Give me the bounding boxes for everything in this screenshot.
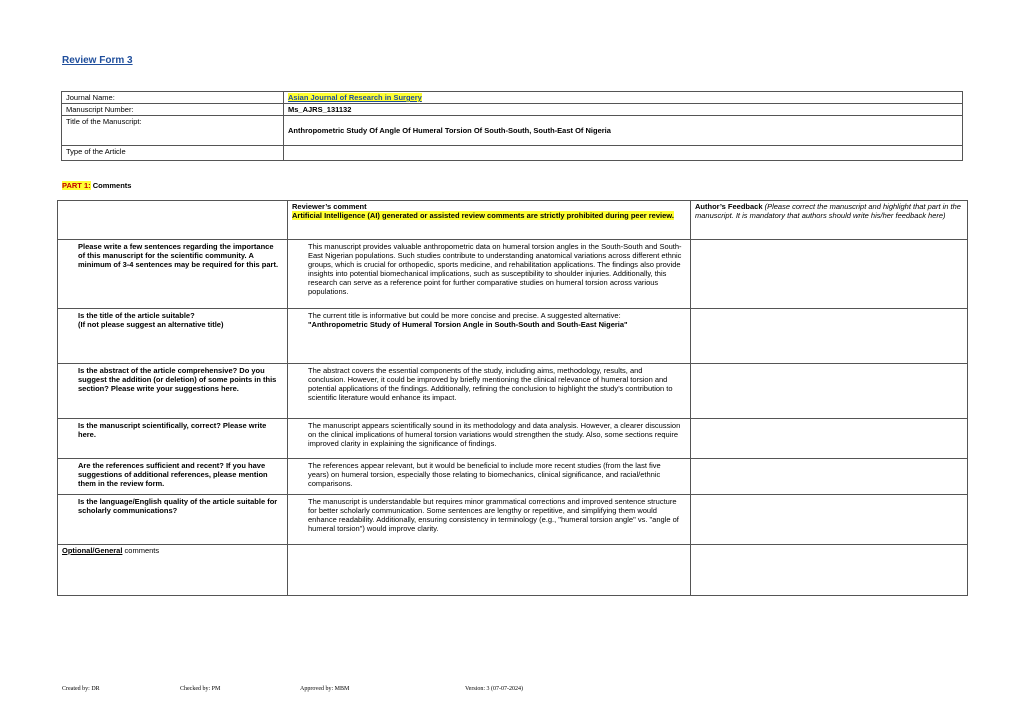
comment-title: The current title is informative but could be more concise and precise. A suggested alternative:: [308, 311, 621, 320]
question-title: Is the title of the article suitable? (If not please suggest an alternative title): [58, 309, 288, 364]
optional-label: Optional/General: [62, 546, 123, 555]
question-importance: Please write a few sentences regarding the importance of this manuscript for the scientific community. A minimum of 3-4 sentences may be required for this part.: [58, 240, 288, 309]
manuscript-number-row: [62, 104, 963, 116]
journal-link[interactable]: Asian Journal of Research in Surgery: [288, 93, 422, 102]
review-header-row: [58, 201, 968, 240]
part1-label: PART 1:: [62, 181, 91, 190]
title-value: Anthropometric Study Of Angle Of Humeral Torsion Of South-South, South-East Of Nigeria: [284, 116, 963, 146]
author-feedback-optional[interactable]: [691, 545, 968, 596]
question-abstract: Is the abstract of the article comprehensive? Do you suggest the addition (or deletion) of some points in this section? Please write your suggestions here.: [58, 364, 288, 419]
author-header-cell: [691, 201, 968, 240]
journal-row: [62, 92, 963, 104]
part1-heading: [62, 181, 131, 190]
manuscript-number-label: Manuscript Number:: [62, 104, 284, 116]
optional-label-cell: [58, 545, 288, 596]
author-feedback-importance[interactable]: [691, 240, 968, 309]
author-header: Author’s Feedback: [695, 202, 763, 211]
review-row-scientific: [58, 419, 968, 459]
footer-version: Version: 3 (07-07-2024): [465, 686, 523, 692]
footer-approved: Approved by: MBM: [300, 686, 350, 692]
review-row-importance: [58, 240, 968, 309]
type-value: [284, 146, 963, 161]
author-feedback-title[interactable]: [691, 309, 968, 364]
reviewer-header: Reviewer’s comment: [292, 202, 367, 211]
reviewer-header-cell: [288, 201, 691, 240]
author-feedback-abstract[interactable]: [691, 364, 968, 419]
journal-value-cell: [284, 92, 963, 104]
header-blank-cell: [58, 201, 288, 240]
part1-title: Comments: [90, 181, 132, 190]
author-feedback-scientific[interactable]: [691, 419, 968, 459]
author-feedback-references[interactable]: [691, 459, 968, 495]
comment-title-cell: [288, 309, 691, 364]
optional-comment[interactable]: [288, 545, 691, 596]
manuscript-info-table: [61, 91, 963, 161]
journal-label: Journal Name:: [62, 92, 284, 104]
review-row-abstract: [58, 364, 968, 419]
footer-checked: Checked by: PM: [180, 686, 221, 692]
review-row-language: [58, 495, 968, 545]
title-row: [62, 116, 963, 146]
comment-title-suggestion: "Anthropometric Study of Humeral Torsion Angle in South-South and South-East Nigeria": [308, 320, 628, 329]
author-header-note: (Please correct the manuscript and highlight that part in the manuscript. It is mandatory that authors should write his/her feedback here): [695, 202, 961, 220]
ai-notice: [292, 211, 686, 220]
footer-created: Created by: DR: [62, 686, 100, 692]
question-references: Are the references sufficient and recent? If you have suggestions of additional references, please mention them in the review form.: [58, 459, 288, 495]
author-feedback-language[interactable]: [691, 495, 968, 545]
type-row: [62, 146, 963, 161]
question-language: Is the language/English quality of the article suitable for scholarly communications?: [58, 495, 288, 545]
type-label: Type of the Article: [62, 146, 284, 161]
comment-references: The references appear relevant, but it would be beneficial to include more recent studies (from the last five years) on humeral torsion, especially those relating to biomechanics, clinical significance, and racial/ethnic comparisons.: [288, 459, 691, 495]
form-title: Review Form 3: [62, 55, 133, 66]
comment-importance: This manuscript provides valuable anthropometric data on humeral torsion angles in the South-South and South-East Nigerian populations. Such studies contribute to understanding anatomical variations across different ethnic groups, which is crucial for orthopedic, sports medicine, and rehabilitation applications. The findings also provide insights into potential biomechanical implications, such as susceptibility to shoulder injuries. Additionally, this research can serve as a reference point for further comparative studies on humeral torsion across various populations.: [288, 240, 691, 309]
optional-suffix: comments: [122, 546, 160, 555]
review-row-title: [58, 309, 968, 364]
review-row-references: [58, 459, 968, 495]
comment-abstract: The abstract covers the essential components of the study, including aims, methodology, results, and conclusion. However, it could be improved by briefly mentioning the clinical relevance of humeral torsion and potential applications of the findings. Additionally, refining the conclusion to highlight the study’s contribution to scientific literature would enhance its impact.: [288, 364, 691, 419]
comment-scientific: The manuscript appears scientifically sound in its methodology and data analysis. However, a clearer discussion on the clinical implications of humeral torsion variations would strengthen the study. Also, some sections require improved clarity in explaining the significance of findings.: [288, 419, 691, 459]
question-scientific: Is the manuscript scientifically, correct? Please write here.: [58, 419, 288, 459]
ai-notice-text: Artificial Intelligence (AI) generated or assisted review comments are strictly prohibited during peer review.: [292, 211, 674, 220]
review-row-optional: [58, 545, 968, 596]
review-comments-table: [57, 200, 968, 596]
title-label: Title of the Manuscript:: [62, 116, 284, 146]
manuscript-number-value: Ms_AJRS_131132: [284, 104, 963, 116]
comment-language: The manuscript is understandable but requires minor grammatical corrections and improved sentence structure for better scholarly communication. Some sentences are lengthy or repetitive, and simplifying them would enhance readability. Additionally, ensuring consistency in terminology (e.g., "humeral torsion angle" vs. "angle of humeral torsion") would improve clarity.: [288, 495, 691, 545]
